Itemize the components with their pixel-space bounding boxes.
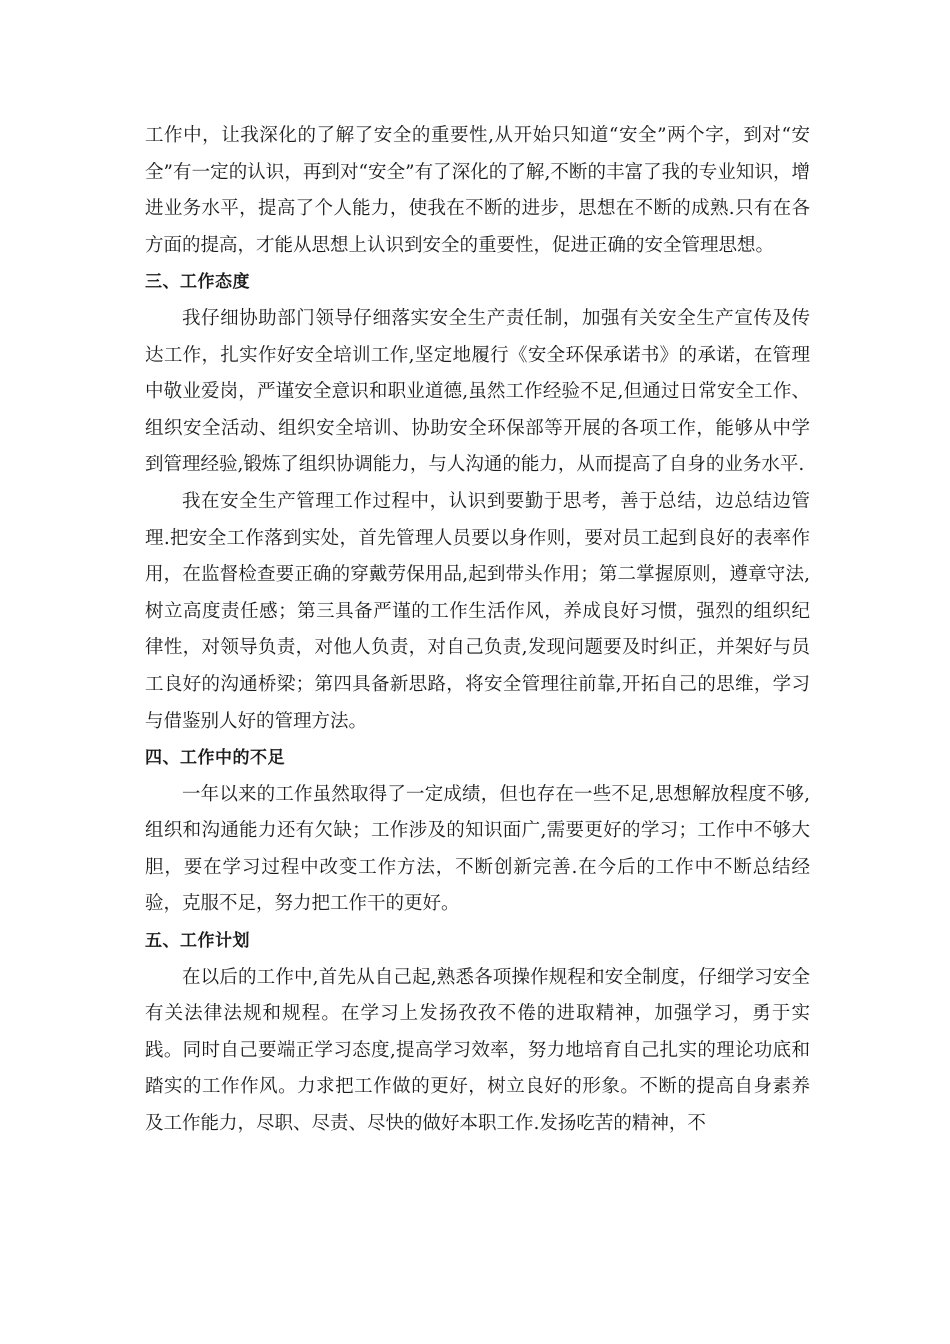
section-heading-work-plan: 五、工作计划 — [145, 931, 250, 952]
section-heading-shortcomings: 四、工作中的不足 — [145, 748, 285, 769]
paragraph-intro: 工作中，让我深化的了解了安全的重要性,从开始只知道“安全”两个字，到对“安全”有一定的认识，再到对“安全”有了深化的了解,不断的丰富了我的专业知识，增进业务水平，提高了个人能力，使我在不断的进步，思想在不断的成熟.只有在各方面的提高，才能从思想上认识到安全的重要性，促进正确的安全管理思想。 — [145, 125, 810, 256]
paragraph-work-plan: 在以后的工作中,首先从自己起,熟悉各项操作规程和安全制度，仔细学习安全有关法律法规和规程。在学习上发扬孜孜不倦的进取精神，加强学习，勇于实践。同时自己要端正学习态度,提高学习效率，努力地培育自己扎实的理论功底和踏实的工作作风。力求把工作做的更好，树立良好的形象。不断的提高自身素养及工作能力，尽职、尽责、尽快的做好本职工作.发扬吃苦的精神，不 — [145, 966, 810, 1135]
paragraph-work-attitude-1: 我仔细协助部门领导仔细落实安全生产责任制，加强有关安全生产宣传及传达工作，扎实作好安全培训工作,坚定地履行《安全环保承诺书》的承诺，在管理中敬业爱岗，严谨安全意识和职业道德,虽然工作经验不足,但通过日常安全工作、组织安全活动、组织安全培训、协助安全环保部等开展的各项工作，能够从中学到管理经验,锻炼了组织协调能力，与人沟通的能力，从而提高了自身的业务水平. — [145, 307, 810, 476]
section-heading-work-attitude: 三、工作态度 — [145, 272, 250, 293]
paragraph-work-attitude-2: 我在安全生产管理工作过程中，认识到要勤于思考，善于总结，边总结边管理.把安全工作落到实处，首先管理人员要以身作则，要对员工起到良好的表率作用，在监督检查要正确的穿戴劳保用品,起到带头作用；第二掌握原则，遵章守法,树立高度责任感；第三具备严谨的工作生活作风，养成良好习惯，强烈的组织纪律性，对领导负责，对他人负责，对自己负责,发现问题要及时纠正，并架好与员工良好的沟通桥梁；第四具备新思路，将安全管理往前靠,开拓自己的思维，学习与借鉴别人好的管理方法。 — [145, 490, 810, 732]
paragraph-shortcomings: 一年以来的工作虽然取得了一定成绩，但也存在一些不足,思想解放程度不够,组织和沟通能力还有欠缺；工作涉及的知识面广,需要更好的学习；工作中不够大胆，要在学习过程中改变工作方法，不断创新完善.在今后的工作中不断总结经验，克服不足，努力把工作干的更好。 — [145, 783, 810, 915]
document-body — [145, 118, 810, 1143]
